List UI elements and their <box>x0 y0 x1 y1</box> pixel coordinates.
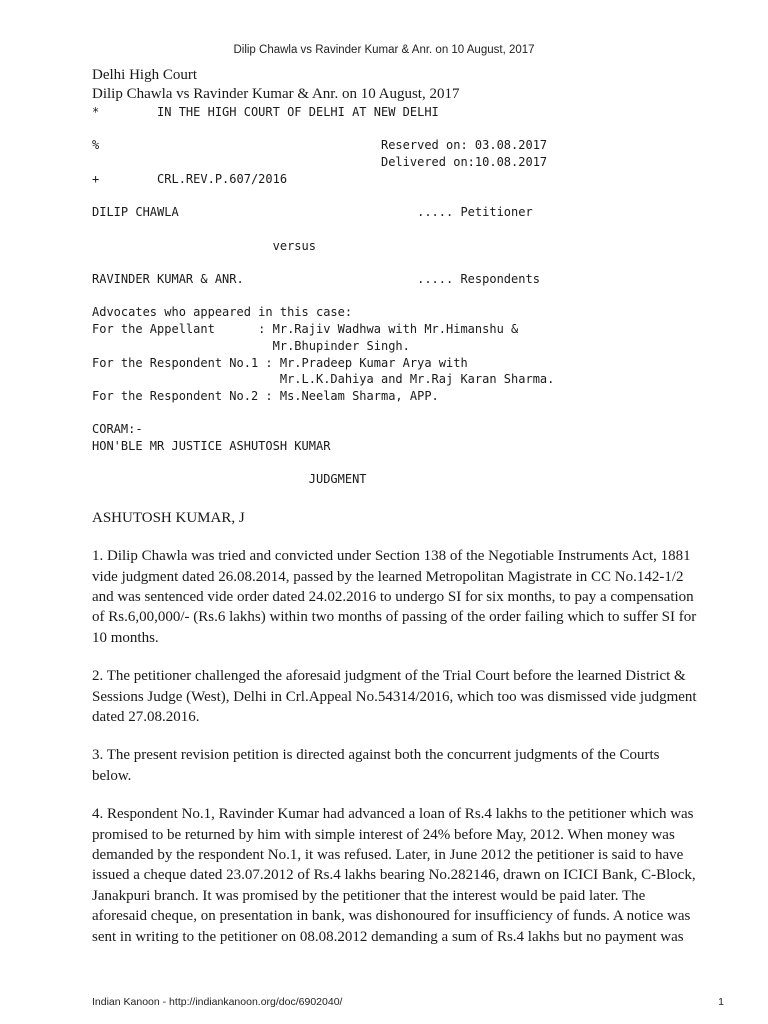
paragraph-line: aforesaid cheque, on presentation in bank, was dishonoured for insufficiency of funds. A notice was <box>92 908 691 925</box>
paragraph-line: promised to be returned by him with simple interest of 24% before May, 2012. When money was <box>92 826 675 843</box>
judgment-author: ASHUTOSH KUMAR, J <box>92 510 245 527</box>
paragraph-line: Janakpuri branch. It was promised by the petitioner that the interest would be paid later. The <box>92 887 646 904</box>
paragraph-line: 3. The present revision petition is directed against both the concurrent judgments of the Courts <box>92 747 660 764</box>
paragraph-line: 2. The petitioner challenged the aforesaid judgment of the Trial Court before the learned District & <box>92 668 686 685</box>
paragraph-line: of Rs.6,00,000/- (Rs.6 lakhs) within two months of passing of the order failing which to suffer SI for <box>92 609 697 626</box>
court-name: Delhi High Court <box>92 67 197 83</box>
paragraph-line: 4. Respondent No.1, Ravinder Kumar had advanced a loan of Rs.4 lakhs to the petitioner which was <box>92 806 694 823</box>
paragraph-line: demanded by the respondent No.1, it was refused. Later, in June 2012 the petitioner is said to have <box>92 847 684 864</box>
paragraph-4 <box>92 804 728 947</box>
paragraph-line: vide judgment dated 26.08.2014, passed by the learned Metropolitan Magistrate in CC No.142-1/2 <box>92 568 684 585</box>
paragraph-line: issued a cheque dated 23.07.2012 of Rs.4 lakhs bearing No.282146, drawn on ICICI Bank, C-Block, <box>92 867 696 884</box>
paragraph-3 <box>92 745 728 786</box>
page-number: 1 <box>718 996 724 1008</box>
paragraph-2 <box>92 666 728 727</box>
paragraph-line: and was sentenced vide order dated 24.02.2016 to undergo SI for six months, to pay a compensation <box>92 588 694 605</box>
paragraph-line: below. <box>92 767 132 784</box>
footer-source-link[interactable]: Indian Kanoon - http://indiankanoon.org/doc/6902040/ <box>92 996 343 1008</box>
running-header-title: Dilip Chawla vs Ravinder Kumar & Anr. on 10 August, 2017 <box>233 44 535 56</box>
paragraph-line: 1. Dilip Chawla was tried and convicted under Section 138 of the Negotiable Instruments Act, 1881 <box>92 548 691 565</box>
paragraph-line: sent in writing to the petitioner on 08.08.2012 demanding a sum of Rs.4 lakhs but no payment was <box>92 928 684 945</box>
paragraph-line: Sessions Judge (West), Delhi in Crl.Appeal No.54314/2016, which too was dismissed vide judgment <box>92 688 697 705</box>
case-title: Dilip Chawla vs Ravinder Kumar & Anr. on 10 August, 2017 <box>92 86 460 102</box>
paragraph-1 <box>92 546 728 648</box>
paragraph-line: 10 months. <box>92 629 159 646</box>
paragraph-line: dated 27.08.2016. <box>92 709 200 726</box>
document-body <box>92 66 728 947</box>
case-header-block: * IN THE HIGH COURT OF DELHI AT NEW DELHI % Reserved on: 03.08.2017 Delivered on:10.08.2017 + CRL.REV.P.607/2016 DILIP CHAWLA ..... Petitioner versus RAVINDER KUMAR & ANR. ..... Respondents Advocates who appeared in this case: For the Appellant : Mr.Rajiv Wadhwa with Mr.Himanshu & Mr.Bhupinder Singh. For the Respondent No.1 : Mr.Pradeep Kumar Arya with Mr.L.K.Dahiya and Mr.Raj Karan Sharma. For the Respondent No.2 : Ms.Neelam Sharma, APP. CORAM:- HON'BLE MR JUSTICE ASHUTOSH KUMAR JUDGMENT <box>92 105 555 487</box>
